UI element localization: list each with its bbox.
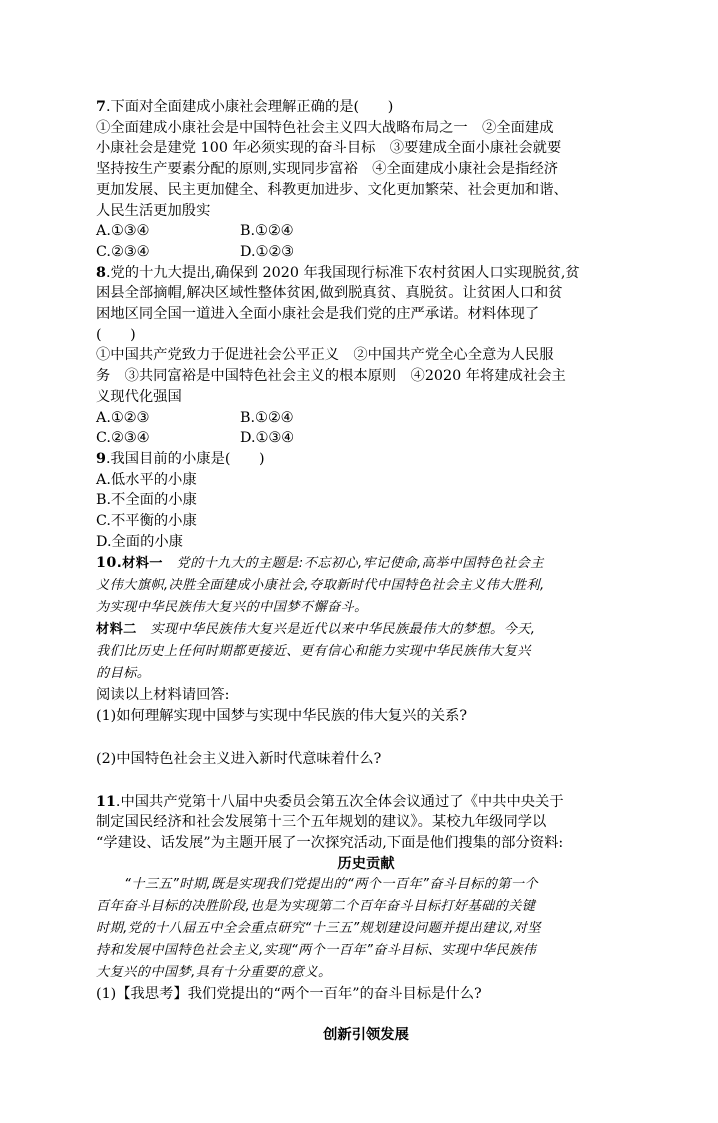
answer-space[interactable] — [96, 770, 636, 792]
question-7 — [96, 97, 636, 263]
sub-question-1: (1)如何理解实现中国梦与实现中华民族的伟大复兴的关系? — [96, 708, 468, 725]
question-10 — [96, 552, 636, 791]
question-number: 8 — [96, 264, 106, 281]
stem-line: 困县全部摘帽,解决区域性整体贫困,做到脱真贫、真脱贫。让贫困人口和贫 — [96, 285, 563, 302]
answer-space[interactable] — [96, 1005, 636, 1025]
material-line: 时期,党的十八届五中全会重点研究“十三五”规划建设问题并提出建议,对坚 — [96, 921, 541, 937]
material-label: 材料二 — [96, 622, 137, 638]
material-line: 义伟大旗帜,决胜全面建成小康社会,夺取新时代中国特色社会主义伟大胜利, — [96, 578, 545, 594]
option-d[interactable]: D.①②③ — [240, 243, 294, 260]
material-label: .材料一 — [116, 556, 163, 572]
statement-line: 坚持按生产要素分配的原则,实现同步富裕 ④全面建成小康社会是指经济 — [96, 161, 559, 178]
option-c[interactable]: C.②③④ — [96, 243, 150, 260]
option-b[interactable]: B.①②④ — [240, 409, 294, 426]
statement-line: 务 ③共同富裕是中国特色社会主义的根本原则 ④2020 年将建成社会主 — [96, 368, 566, 385]
material-line: “十三五”时期,既是实现我们党提出的“两个一百年”奋斗目标的第一个 — [124, 877, 538, 893]
statement-line: 小康社会是建党 100 年必须实现的奋斗目标 ③要建成全面小康社会就要 — [96, 140, 562, 157]
answer-options — [96, 242, 636, 263]
material-line: 持和发展中国特色社会主义,实现“两个一百年”奋斗目标、实现中华民族伟 — [96, 943, 537, 959]
question-8 — [96, 263, 636, 449]
statement-line: 人民生活更加殷实 — [96, 202, 211, 219]
question-stem: 7.下面对全面建成小康社会理解正确的是( ) — [96, 99, 394, 115]
worksheet-page — [96, 97, 636, 1046]
material-line: 的目标。 — [96, 666, 151, 682]
material-line: 大复兴的中国梦,具有十分重要的意义。 — [96, 965, 332, 981]
option-d[interactable]: D.①③④ — [240, 430, 294, 447]
question-number: 11 — [96, 793, 116, 810]
option-b[interactable]: B.不全面的小康 — [96, 492, 197, 509]
option-b[interactable]: B.①②④ — [240, 223, 294, 240]
option-c[interactable]: C.不平衡的小康 — [96, 513, 197, 530]
statement-line: 义现代化强国 — [96, 388, 182, 405]
answer-options — [96, 408, 636, 429]
answer-bracket: ( ) — [96, 326, 136, 343]
material-line: 百年奋斗目标的决胜阶段,也是为实现第二个百年奋斗目标打好基础的关键 — [96, 899, 536, 915]
material-two: 材料二 实现中华民族伟大复兴是近代以来中华民族最伟大的梦想。今天, — [96, 622, 536, 638]
statement-line: 更加发展、民主更加健全、科教更加进步、文化更加繁荣、社会更加和谐、 — [96, 181, 568, 198]
question-stem: 11.中国共产党第十八届中央委员会第五次全体会议通过了《中共中央关于 — [96, 793, 564, 810]
section-title: 创新引领发展 — [323, 1027, 409, 1044]
question-number: 9 — [96, 450, 106, 467]
reading-prompt: 阅读以上材料请回答: — [96, 687, 230, 704]
option-a[interactable]: A.低水平的小康 — [96, 471, 197, 488]
answer-options — [96, 428, 636, 449]
statement-line: ①中国共产党致力于促进社会公平正义 ②中国共产党全心全意为人民服 — [96, 347, 554, 364]
material-line: 我们比历史上任何时期都更接近、更有信心和能力实现中华民族伟大复兴 — [96, 644, 531, 660]
stem-line: “学建设、话发展”为主题开展了一次探究活动,下面是他们搜集的部分资料: — [96, 834, 564, 851]
question-number: 7 — [96, 99, 106, 115]
option-a[interactable]: A.①②③ — [96, 409, 150, 426]
option-c[interactable]: C.②③④ — [96, 430, 150, 447]
section-title: 历史贡献 — [337, 855, 395, 872]
question-9 — [96, 449, 636, 553]
question-stem: 8.党的十九大提出,确保到 2020 年我国现行标准下农村贫困人口实现脱贫,贫 — [96, 264, 580, 281]
option-a[interactable]: A.①③④ — [96, 223, 150, 240]
stem-line: 制定国民经济和社会发展第十三个五年规划的建议》。某校九年级同学以 — [96, 814, 547, 831]
answer-options — [96, 221, 636, 242]
answer-space[interactable] — [96, 727, 636, 749]
question-stem: 9.我国目前的小康是( ) — [96, 450, 265, 467]
statement-line: ①全面建成小康社会是中国特色社会主义四大战略布局之一 ②全面建成 — [96, 119, 554, 136]
material-line: 为实现中华民族伟大复兴的中国梦不懈奋斗。 — [96, 600, 368, 616]
option-d[interactable]: D.全面的小康 — [96, 533, 183, 550]
sub-question-1: (1)【我思考】我们党提出的“两个一百年”的奋斗目标是什么? — [96, 986, 482, 1003]
question-11 — [96, 792, 636, 1046]
material-one: 10.材料一 党的十九大的主题是:不忘初心,牢记使命,高举中国特色社会主 — [96, 555, 544, 572]
sub-question-2: (2)中国特色社会主义进入新时代意味着什么? — [96, 750, 382, 767]
question-number: 10 — [96, 555, 117, 572]
stem-line: 困地区同全国一道进入全面小康社会是我们党的庄严承诺。材料体现了 — [96, 306, 540, 323]
